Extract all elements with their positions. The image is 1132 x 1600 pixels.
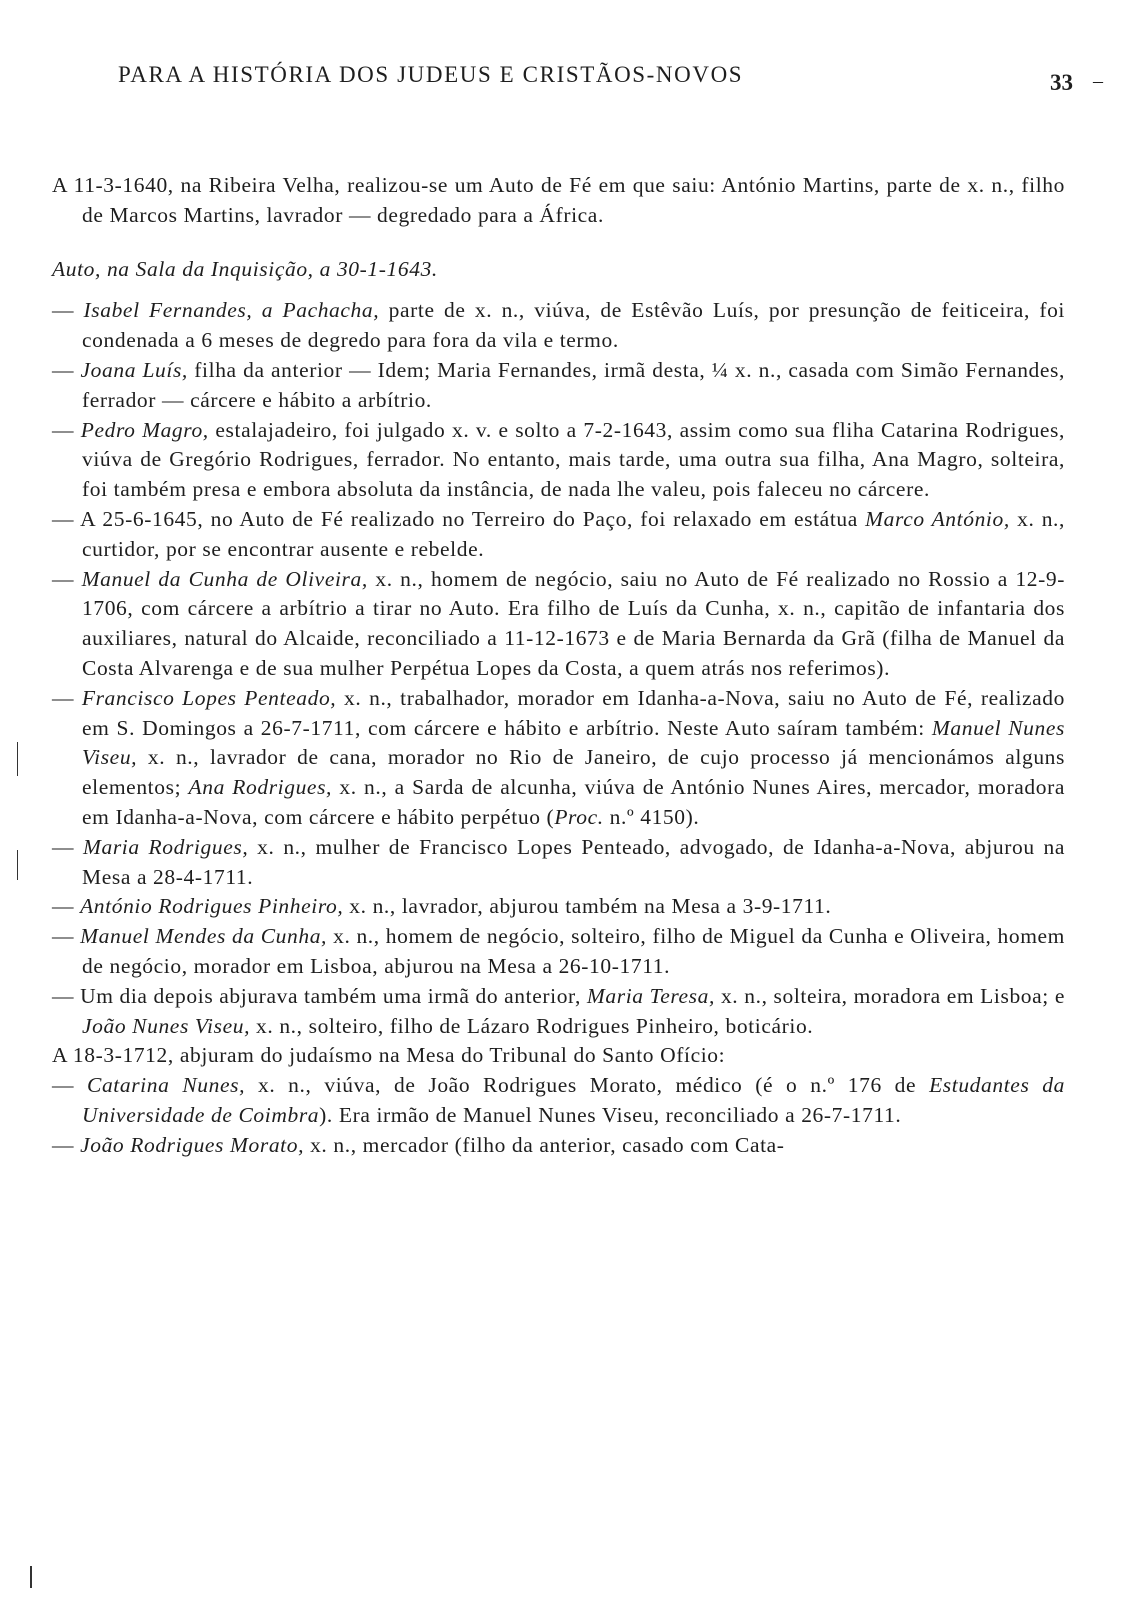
running-header xyxy=(118,62,1073,96)
margin-mark xyxy=(17,850,18,880)
section-heading-auto-1643: Auto, na Sala da Inquisição, a 30-1-1643. xyxy=(52,256,438,281)
entry-catarina-nunes: — Catarina Nunes, x. n., viúva, de João Rodrigues Morato, médico (é o n.º 176 de Estudantes da Universidade de Coimbra). Era irmão de Manuel Nunes Viseu, reconciliado a 26-7-1711. xyxy=(52,1073,1066,1127)
paragraph-1712: A 18-3-1712, abjuram do judaísmo na Mesa do Tribunal do Santo Ofício: xyxy=(52,1043,726,1068)
entry-manuel-mendes-da-cunha: — Manuel Mendes da Cunha, x. n., homem de negócio, solteiro, filho de Miguel da Cunha e Oliveira, homem de negócio, morador em Lisboa, abjurou na Mesa a 26-10-1711. xyxy=(52,924,1066,978)
page-number: 33 xyxy=(1050,70,1073,95)
entry-maria-rodrigues: — Maria Rodrigues, x. n., mulher de Francisco Lopes Penteado, advogado, de Idanha-a-Nova, abjurou na Mesa a 28-4-1711. xyxy=(52,834,1066,889)
margin-mark: – xyxy=(1093,70,1103,92)
entry-francisco-lopes-penteado: — Francisco Lopes Penteado, x. n., trabalhador, morador em Idanha-a-Nova, saiu no Auto de Fé, realizado em S. Domingos a 26-7-1711, com cárcere e hábito e arbítrio. Neste Auto saíram também: Manuel Nunes Viseu, x. n., lavrador de cana, morador no Rio de Janeiro, de cujo processo já mencionámos alguns elementos; Ana Rodrigues, x. n., a Sarda de alcunha, viúva de António Nunes Aires, mercador, moradora em Idanha-a-Nova, com cárcere e hábito perpétuo (Proc. n.º 4150). xyxy=(52,685,1066,829)
margin-mark xyxy=(17,742,18,776)
entry-joao-rodrigues-morato: — João Rodrigues Morato, x. n., mercador (filho da anterior, casado com Cata- xyxy=(52,1132,785,1157)
entry-isabel-fernandes: — Isabel Fernandes, a Pachacha, parte de x. n., viúva, de Estêvão Luís, por presunção de feiticeira, foi condenada a 6 meses de degredo para fora da vila e termo. xyxy=(52,298,1065,353)
entry-maria-teresa: — Um dia depois abjurava também uma irmã do anterior, Maria Teresa, x. n., solteira, moradora em Lisboa; e João Nunes Viseu, x. n., solteiro, filho de Lázaro Rodrigues Pinheiro, boticário. xyxy=(52,983,1065,1038)
entry-antonio-rodrigues-pinheiro: — António Rodrigues Pinheiro, x. n., lavrador, abjurou também na Mesa a 3-9-1711. xyxy=(52,894,832,919)
margin-mark xyxy=(30,1566,32,1588)
entry-manuel-da-cunha-de-oliveira: — Manuel da Cunha de Oliveira, x. n., homem de negócio, saiu no Auto de Fé realizado no Rossio a 12-9-1706, com cárcere a arbítrio a tirar no Auto. Era filho de Luís da Cunha, x. n., capitão de infantaria dos auxiliares, natural do Alcaide, reconciliado a 11-12-1673 e de Maria Bernarda da Grã (filha de Manuel da Costa Alvarenga e de sua mulher Perpétua Lopes da Costa, a quem atrás nos referimos). xyxy=(52,566,1066,680)
header-title: PARA A HISTÓRIA DOS JUDEUS E CRISTÃOS-NOVOS xyxy=(118,62,744,87)
body-text xyxy=(52,171,1065,1161)
entry-joana-luis: — Joana Luís, filha da anterior — Idem; Maria Fernandes, irmã desta, ¼ x. n., casada com Simão Fernandes, ferrador — cárcere e hábito a arbítrio. xyxy=(52,357,1065,412)
paragraph-1640: A 11-3-1640, na Ribeira Velha, realizou-se um Auto de Fé em que saiu: António Martins, parte de x. n., filho de Marcos Martins, lavrador — degredado para a África. xyxy=(52,173,1065,227)
entry-pedro-magro: — Pedro Magro, estalajadeiro, foi julgado x. v. e solto a 7-2-1643, assim como sua fliha Catarina Rodrigues, viúva de Gregório Rodrigues, ferrador. No entanto, mais tarde, uma outra sua filha, Ana Magro, solteira, foi também presa e embora absoluta da instância, de nada lhe valeu, pois faleceu no cárcere. xyxy=(52,417,1066,502)
entry-marco-antonio: — A 25-6-1645, no Auto de Fé realizado no Terreiro do Paço, foi relaxado em estátua Marco António, x. n., curtidor, por se encontrar ausente e rebelde. xyxy=(52,506,1066,561)
